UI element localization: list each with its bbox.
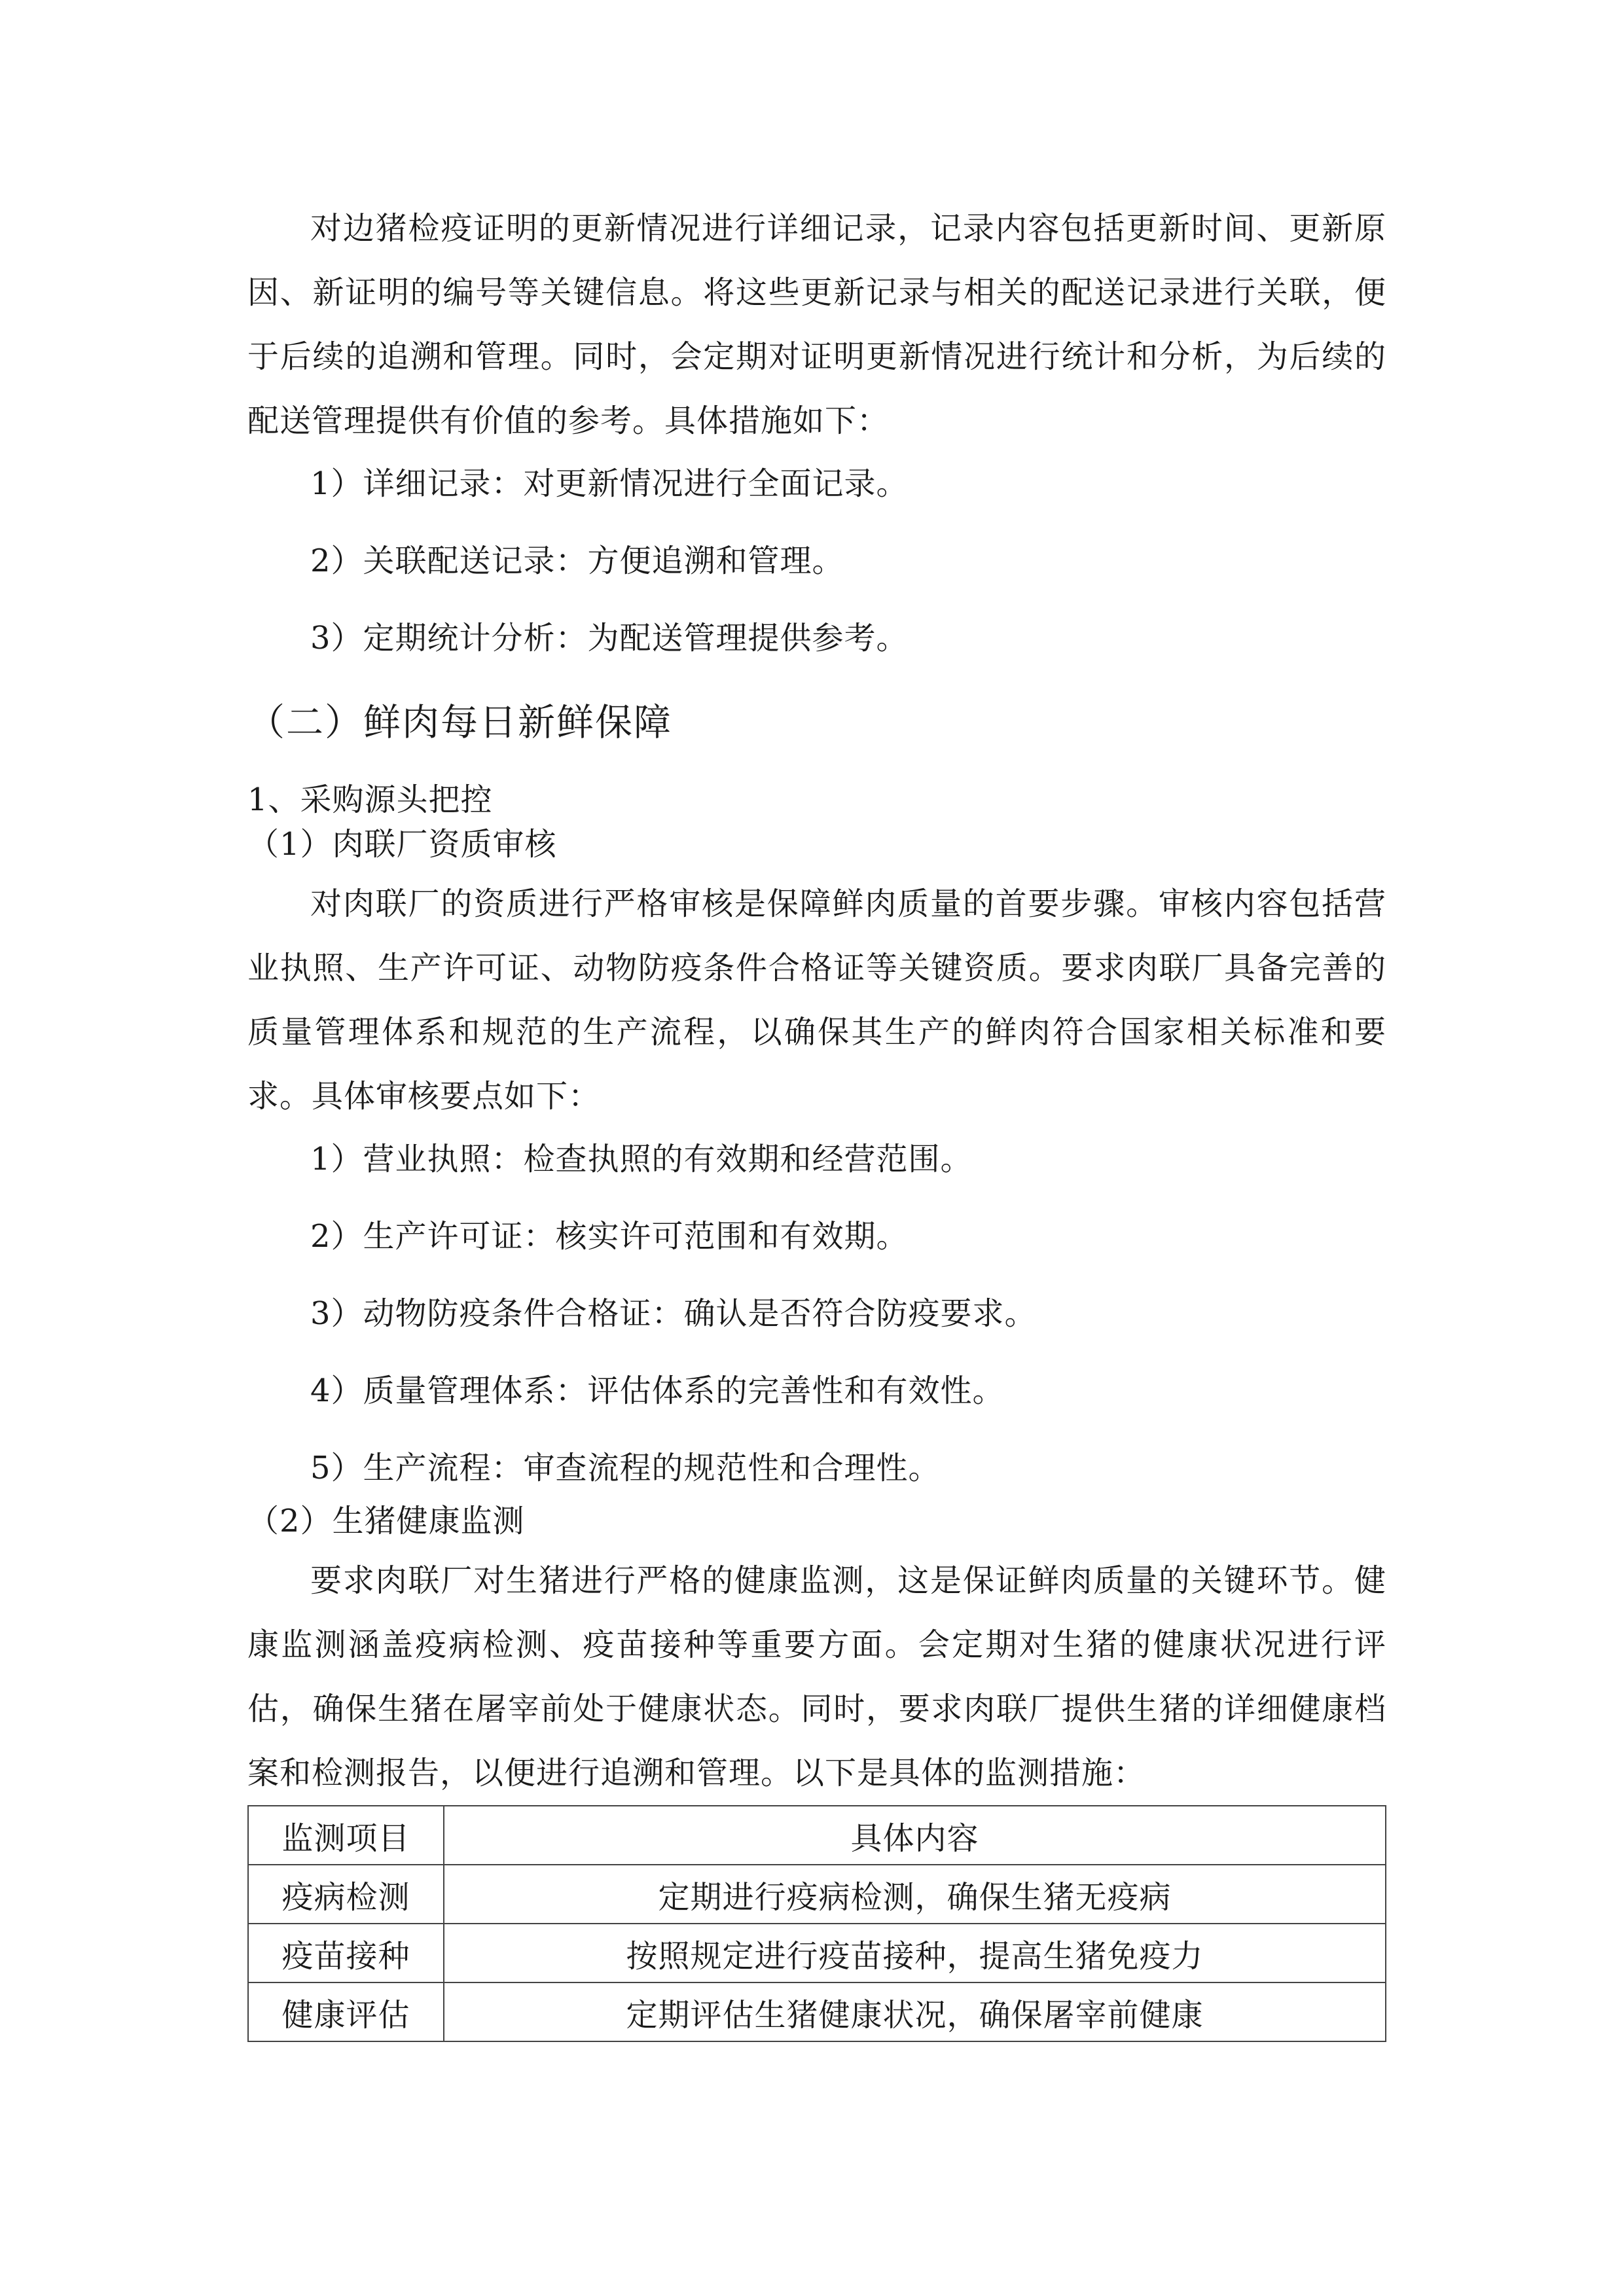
paragraph-health-monitoring: 要求肉联厂对生猪进行严格的健康监测，这是保证鲜肉质量的关键环节。健康监测涵盖疫病检测、疫苗接种等重要方面。会定期对生猪的健康状况进行评估，确保生猪在屠宰前处于健康状态。同时，要求肉联厂提供生猪的详细健康档案和检测报告，以便进行追溯和管理。以下是具体的监测措施：: [247, 1562, 1386, 1791]
table-row: [248, 1865, 1386, 1924]
sub-heading: 1、采购源头把控: [247, 781, 493, 818]
table-row: [248, 1924, 1386, 1982]
table-cell: 定期进行疫病检测，确保生猪无疫病: [444, 1865, 1386, 1924]
list-item: 5）生产流程：审查流程的规范性和合理性。: [310, 1450, 941, 1486]
list-item: 3）定期统计分析：为配送管理提供参考。: [310, 620, 909, 656]
table-cell: 定期评估生猪健康状况，确保屠宰前健康: [444, 1982, 1386, 2041]
table-header-cell: 具体内容: [444, 1806, 1386, 1865]
list-item: 1）营业执照：检查执照的有效期和经营范围。: [310, 1141, 973, 1177]
table-cell: 健康评估: [248, 1982, 444, 2041]
part-heading: （1）肉联厂资质审核: [247, 826, 557, 863]
paragraph-qualification-audit: 对肉联厂的资质进行严格审核是保障鲜肉质量的首要步骤。审核内容包括营业执照、生产许可证、动物防疫条件合格证等关键资质。要求肉联厂具备完善的质量管理体系和规范的生产流程，以确保其生产的鲜肉符合国家相关标准和要求。具体审核要点如下：: [247, 886, 1386, 1115]
list-item: 1）详细记录：对更新情况进行全面记录。: [310, 465, 909, 502]
table-header-row: [248, 1806, 1386, 1865]
part-heading: （2）生猪健康监测: [247, 1503, 525, 1539]
list-item: 2）关联配送记录：方便追溯和管理。: [310, 543, 844, 579]
table-cell: 疫病检测: [248, 1865, 444, 1924]
document-content: [247, 196, 1386, 2042]
table-row: [248, 1982, 1386, 2041]
table-header-cell: 监测项目: [248, 1806, 444, 1865]
list-item: 4）质量管理体系：评估体系的完善性和有效性。: [310, 1372, 1005, 1409]
list-item: 2）生产许可证：核实许可范围和有效期。: [310, 1218, 909, 1255]
list-item: 3）动物防疫条件合格证：确认是否符合防疫要求。: [310, 1295, 1037, 1332]
table-cell: 疫苗接种: [248, 1924, 444, 1982]
paragraph-certificate-update: 对边猪检疫证明的更新情况进行详细记录，记录内容包括更新时间、更新原因、新证明的编号等关键信息。将这些更新记录与相关的配送记录进行关联，便于后续的追溯和管理。同时，会定期对证明更新情况进行统计和分析，为后续的配送管理提供有价值的参考。具体措施如下：: [247, 210, 1386, 439]
monitoring-table: [247, 1805, 1386, 2042]
table-cell: 按照规定进行疫苗接种，提高生猪免疫力: [444, 1924, 1386, 1982]
section-heading: （二）鲜肉每日新鲜保障: [247, 701, 672, 744]
